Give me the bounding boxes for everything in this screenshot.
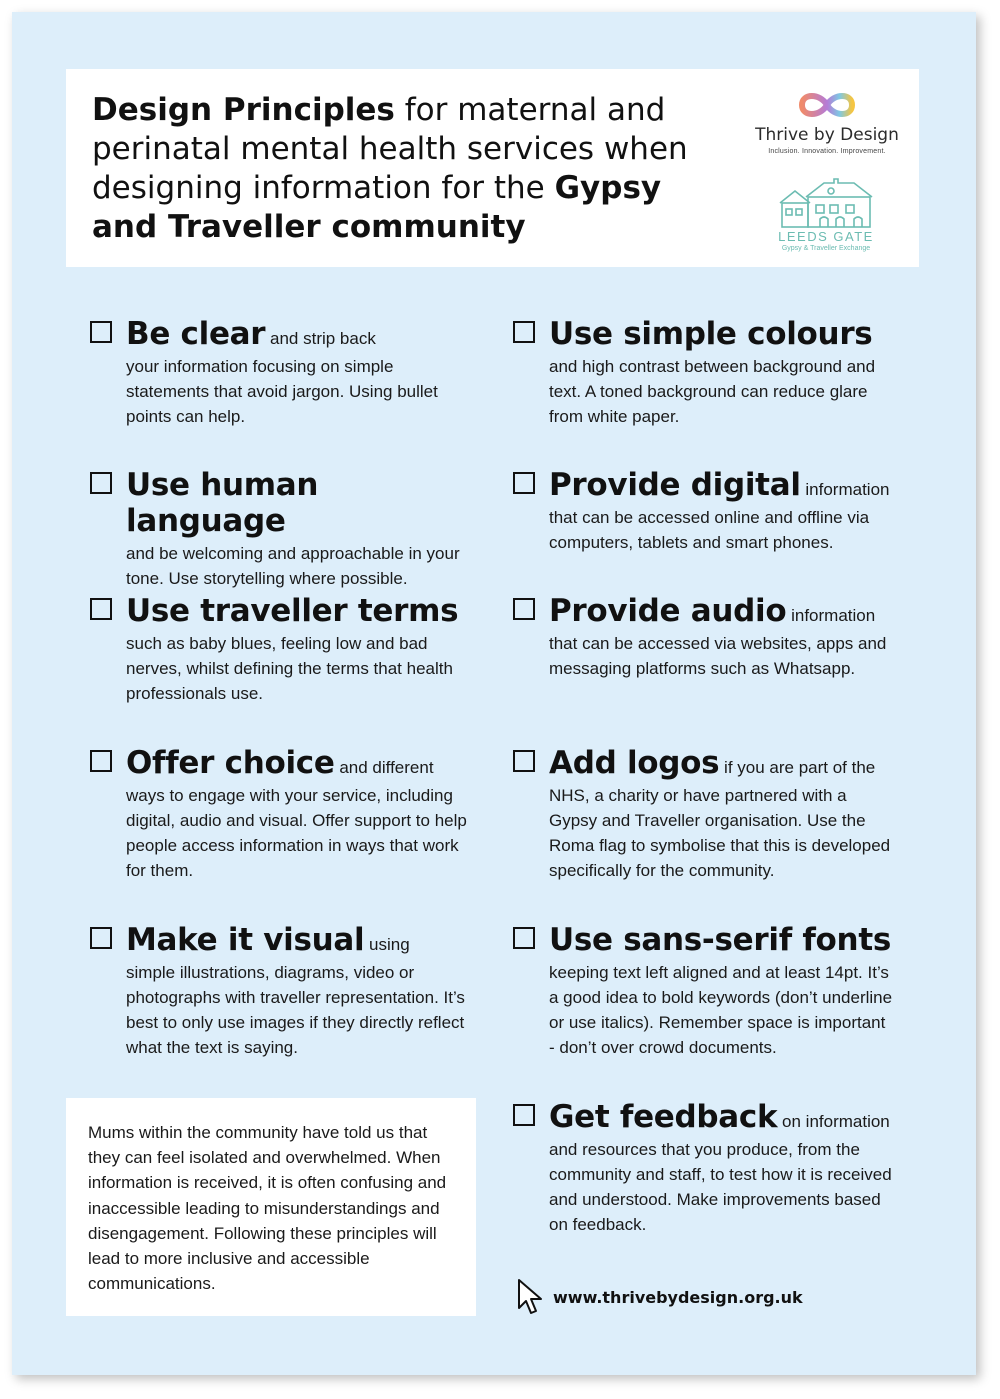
principle-body: NHS, a charity or have partnered with a Gypsy and Traveller organisation. Use the Roma flag to symbolise that this is developed specifically for the community. xyxy=(549,786,891,880)
checkbox[interactable] xyxy=(90,927,112,949)
principle-title: Get feedback xyxy=(549,1099,778,1135)
principle-body: ways to engage with your service, including digital, audio and visual. Offer support to help people access information in ways that work for them. xyxy=(126,786,467,880)
cursor-arrow-icon xyxy=(516,1278,544,1316)
principle-title: Offer choice xyxy=(126,745,335,781)
title-bold-community: Gypsy and Traveller community xyxy=(92,170,662,245)
thrive-by-design-logo xyxy=(749,87,905,155)
principle-title: Provide audio xyxy=(549,593,787,629)
thrive-logo-name: Thrive by Design xyxy=(755,125,899,145)
checkbox[interactable] xyxy=(90,321,112,343)
principle-use-human-language xyxy=(90,467,470,591)
checkbox[interactable] xyxy=(513,598,535,620)
principle-title: Provide digital xyxy=(549,467,801,503)
principle-lead: on information xyxy=(777,1112,890,1131)
poster-sheet xyxy=(12,12,976,1375)
checkbox[interactable] xyxy=(90,472,112,494)
principle-body: keeping text left aligned and at least 14pt. It’s a good idea to bold keywords (don’t underline or use italics). Remember space is important - don’t over crowd documents. xyxy=(549,963,893,1057)
checkbox[interactable] xyxy=(90,750,112,772)
principle-title: Be clear xyxy=(126,316,266,352)
thrive-logo-tagline: Inclusion. Innovation. Improvement. xyxy=(768,148,886,155)
principle-title: Add logos xyxy=(549,745,720,781)
principle-provide-digital xyxy=(513,467,893,555)
leeds-gate-logo xyxy=(771,175,881,252)
principle-title: Use sans-serif fonts xyxy=(549,922,891,958)
principle-body: simple illustrations, diagrams, video or photographs with traveller representation. It’s best to only use images if they directly reflect what the text is saying. xyxy=(126,963,465,1057)
principle-add-logos xyxy=(513,745,893,883)
principle-offer-choice xyxy=(90,745,470,883)
leeds-gate-tagline: Gypsy & Traveller Exchange xyxy=(781,245,871,252)
principle-body: and resources that you produce, from the community and staff, to test how it is received and understood. Make improvements based on feedback. xyxy=(549,1140,892,1234)
checkbox[interactable] xyxy=(90,598,112,620)
principle-title: Use traveller terms xyxy=(126,593,459,629)
principle-lead: information xyxy=(786,606,876,625)
principle-be-clear xyxy=(90,316,470,429)
checkbox[interactable] xyxy=(513,1104,535,1126)
principle-provide-audio xyxy=(513,593,893,681)
principle-body: that can be accessed online and offline via computers, tablets and smart phones. xyxy=(549,508,870,552)
leeds-gate-name: LEEDS GATE xyxy=(778,229,874,244)
principle-title: Make it visual xyxy=(126,922,365,958)
principle-lead: information xyxy=(800,480,890,499)
community-note-panel xyxy=(66,1098,476,1316)
principle-make-it-visual xyxy=(90,922,470,1060)
principle-title: Use simple colours xyxy=(549,316,873,352)
principle-body: and high contrast between background and text. A toned background can reduce glare from white paper. xyxy=(549,357,876,426)
checkbox[interactable] xyxy=(513,472,535,494)
checkbox[interactable] xyxy=(513,927,535,949)
principle-lead: if you are part of the xyxy=(719,758,876,777)
principle-body: that can be accessed via websites, apps and messaging platforms such as Whatsapp. xyxy=(549,634,887,678)
website-link[interactable]: www.thrivebydesign.org.uk xyxy=(553,1288,803,1307)
infinity-logo-icon xyxy=(794,87,860,123)
principle-title: Use human language xyxy=(126,467,319,539)
header-panel xyxy=(66,69,919,267)
principle-lead: using xyxy=(364,935,410,954)
principle-use-sans-serif-fonts xyxy=(513,922,893,1060)
principle-body: such as baby blues, feeling low and bad nerves, whilst defining the terms that health professionals use. xyxy=(126,634,453,703)
title-middle: for maternal and perinatal mental health services when designing information for the xyxy=(92,92,688,206)
principle-body: your information focusing on simple statements that avoid jargon. Using bullet points can help. xyxy=(126,357,438,426)
title-bold-principles: Design Principles xyxy=(92,92,395,128)
principle-body: and be welcoming and approachable in your tone. Use storytelling where possible. xyxy=(126,544,460,588)
page-title xyxy=(92,91,692,247)
principle-lead: and strip back xyxy=(265,329,376,348)
principle-use-traveller-terms xyxy=(90,593,470,706)
checkbox[interactable] xyxy=(513,750,535,772)
community-note-text: Mums within the community have told us that they can feel isolated and overwhelmed. When information is received, it is often confusing and inaccessible leading to misunderstandings and disengagement. Following these principles will lead to more inclusive and accessible communications. xyxy=(88,1123,447,1294)
principle-get-feedback xyxy=(513,1099,893,1237)
checkbox[interactable] xyxy=(513,321,535,343)
principle-lead: and different xyxy=(334,758,434,777)
principle-use-simple-colours xyxy=(513,316,893,429)
house-logo-icon xyxy=(776,175,876,231)
